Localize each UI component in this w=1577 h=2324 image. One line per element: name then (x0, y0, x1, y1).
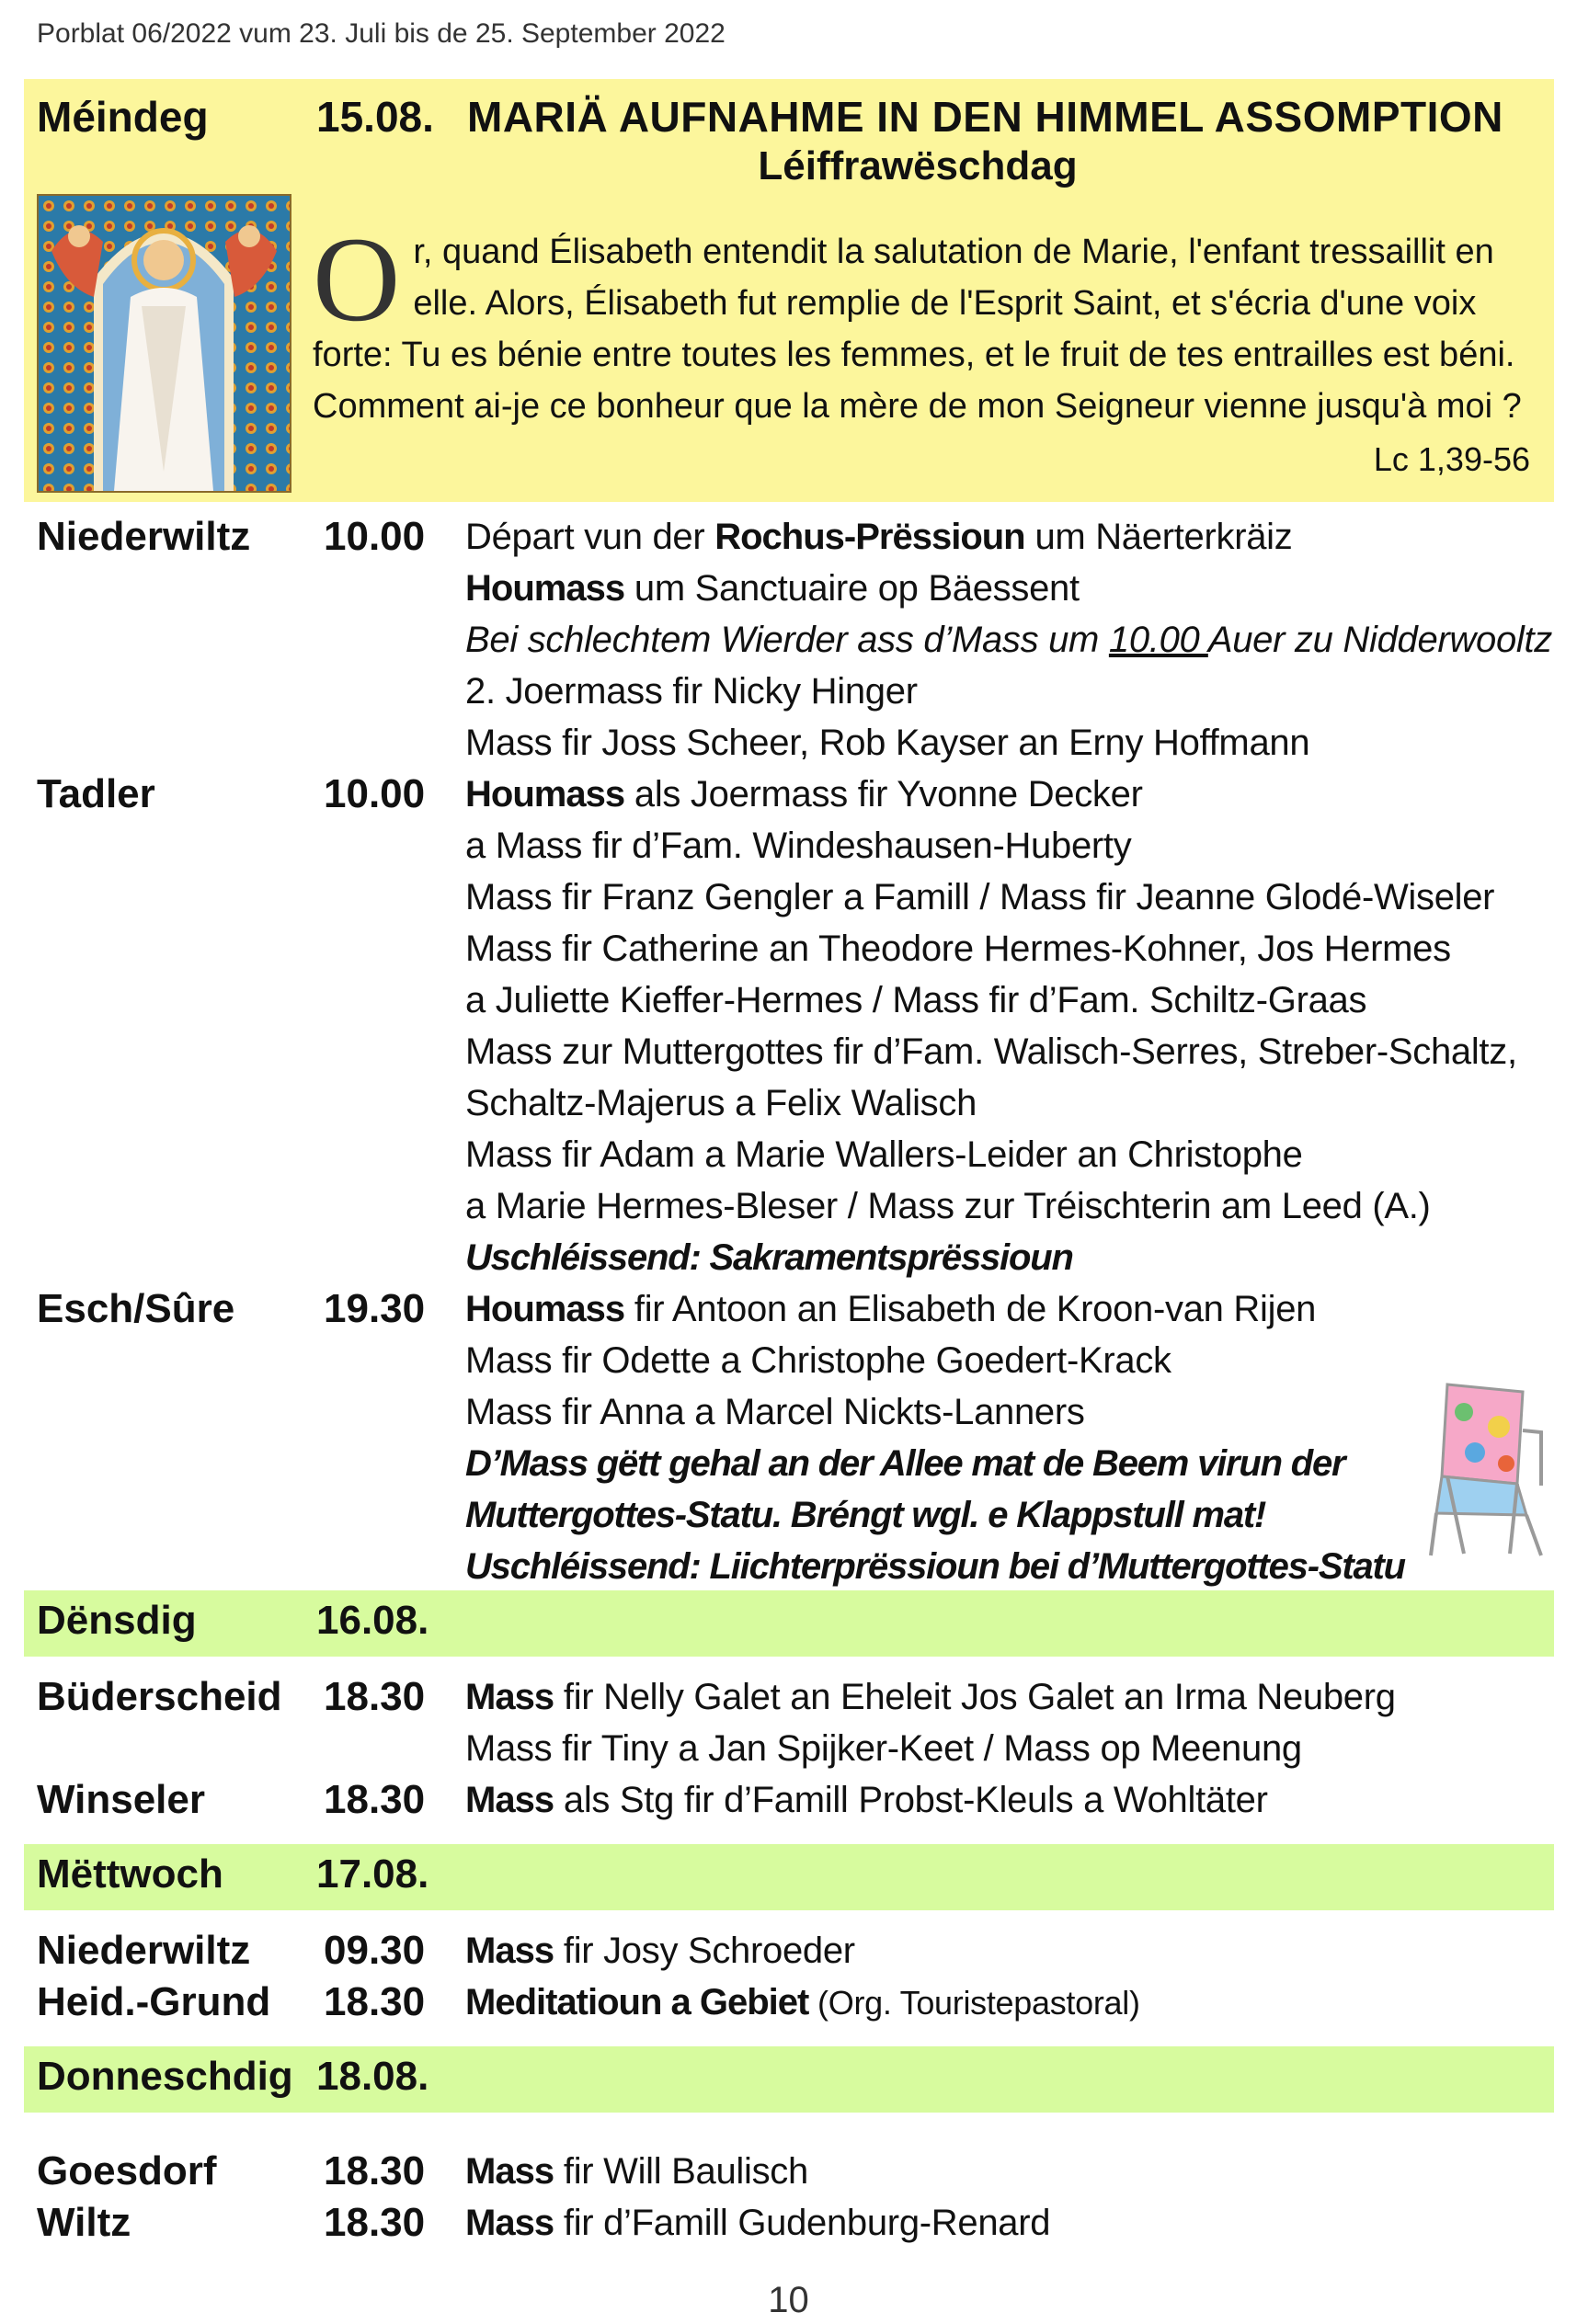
service-line: Mass fir Joss Scheer, Rob Kayser an Erny Hoffmann (465, 723, 1310, 763)
day-name: Donneschdig (37, 2054, 293, 2099)
service-line: Schaltz-Majerus a Felix Walisch (465, 1083, 977, 1123)
place-name: Heid.-Grund (37, 1979, 271, 2024)
service-line: Mass fir Anna a Marcel Nickts-Lanners (465, 1392, 1085, 1432)
assumption-icon (37, 194, 291, 493)
service-line: Mass fir Nelly Galet an Eheleit Jos Galet an Irma Neuberg (465, 1677, 1396, 1717)
service-time: 18.30 (324, 2148, 426, 2193)
day-band-thursday (24, 2046, 1554, 2113)
place-name: Niederwiltz (37, 514, 251, 559)
page-header: Porblat 06/2022 vum 23. Juli bis de 25. September 2022 (37, 18, 726, 49)
feast-subtitle: Léiffrawëschdag (758, 143, 1078, 188)
service-line: Mass zur Muttergottes fir d’Fam. Walisch-Serres, Streber-Schaltz, (465, 1031, 1517, 1072)
gospel-text: r, quand Élisabeth entendit la salutation de Marie, l'enfant tressaillit en elle. Alors, Élisabeth fut remplie de l'Esprit Saint, et s'écria d'une voix forte: Tu es bénie entre toutes les femmes, et le fruit de tes entrailles est béni. Comment ai-je ce bonheur que la mère de mon Seigneur vienne jusqu'à moi ? (313, 233, 1522, 426)
place-name: Goesdorf (37, 2148, 217, 2193)
service-lines (465, 1671, 1396, 1774)
day-date: 16.08. (316, 1598, 429, 1643)
service-time: 18.30 (324, 1979, 426, 2024)
day-band-tuesday (24, 1590, 1554, 1657)
feast-day: Méindeg (37, 93, 209, 141)
day-name: Dënsdig (37, 1598, 197, 1643)
place-name: Büderscheid (37, 1674, 282, 1719)
service-lines (465, 1283, 1405, 1592)
service-line: Mass fir Adam a Marie Wallers-Leider an Christophe (465, 1134, 1303, 1175)
service-line: D’Mass gëtt gehal an der Allee mat de Beem virun der (465, 1443, 1345, 1484)
service-lines (465, 1774, 1268, 1826)
service-lines (465, 2197, 1050, 2249)
service-line: Mass fir Josy Schroeder (465, 1931, 855, 1971)
feast-box (24, 79, 1554, 502)
service-lines (465, 1925, 855, 1977)
service-lines (465, 511, 1552, 769)
day-date: 18.08. (316, 2054, 429, 2099)
service-time: 10.00 (324, 514, 426, 559)
service-line: Mass fir d’Famill Gudenburg-Renard (465, 2203, 1051, 2243)
service-time: 18.30 (324, 1674, 426, 1719)
day-date: 17.08. (316, 1851, 429, 1897)
place-name: Niederwiltz (37, 1928, 251, 1973)
service-line: Départ vun der Rochus-Prëssioun um Näerterkräiz (465, 517, 1293, 557)
service-line: Mass fir Franz Gengler a Famill / Mass fir Jeanne Glodé-Wiseler (465, 877, 1495, 917)
page-number: 10 (768, 2280, 809, 2320)
service-line: a Mass fir d’Fam. Windeshausen-Huberty (465, 826, 1132, 866)
service-line: Muttergottes-Statu. Bréngt wgl. e Klappstull mat! (465, 1495, 1266, 1535)
drop-cap: O (313, 211, 401, 347)
service-line: 2. Joermass fir Nicky Hinger (465, 671, 918, 712)
service-line: Houmass fir Antoon an Elisabeth de Kroon-van Rijen (465, 1289, 1317, 1329)
service-line: Meditatioun a Gebiet (Org. Touristepastoral) (465, 1982, 1140, 2022)
service-line: Uschléissend: Sakramentsprëssioun (465, 1237, 1073, 1278)
service-time: 10.00 (324, 771, 426, 816)
service-time: 09.30 (324, 1928, 426, 1973)
service-lines (465, 1977, 1140, 2029)
service-lines (465, 2146, 808, 2197)
service-time: 19.30 (324, 1286, 426, 1331)
service-line: Mass als Stg fir d’Famill Probst-Kleuls a Wohltäter (465, 1780, 1268, 1820)
service-line: Houmass um Sanctuaire op Bäessent (465, 568, 1080, 609)
day-name: Mëttwoch (37, 1851, 223, 1897)
service-line: Houmass als Joermass fir Yvonne Decker (465, 774, 1143, 815)
place-name: Wiltz (37, 2200, 131, 2245)
place-name: Winseler (37, 1777, 206, 1822)
gospel-reference: Lc 1,39-56 (1373, 440, 1530, 478)
service-time: 18.30 (324, 1777, 426, 1822)
service-line: Mass fir Odette a Christophe Goedert-Krack (465, 1340, 1171, 1381)
day-band-wednesday (24, 1844, 1554, 1910)
place-name: Tadler (37, 771, 155, 816)
service-line: Mass fir Catherine an Theodore Hermes-Kohner, Jos Hermes (465, 928, 1451, 969)
service-line: a Juliette Kieffer-Hermes / Mass fir d’Fam. Schiltz-Graas (465, 980, 1367, 1020)
service-line: Uschléissend: Liichterprëssioun bei d’Muttergottes-Statu (465, 1546, 1405, 1587)
feast-date: 15.08. (316, 93, 434, 141)
service-line: Bei schlechtem Wierder ass d’Mass um 10.00 Auer zu Nidderwooltz (465, 620, 1553, 660)
service-lines (465, 769, 1517, 1283)
service-line: Mass fir Will Baulisch (465, 2151, 808, 2192)
gospel-quote (313, 211, 1545, 432)
folding-chair-icon (1427, 1375, 1547, 1559)
service-time: 18.30 (324, 2200, 426, 2245)
service-line: Mass fir Tiny a Jan Spijker-Keet / Mass op Meenung (465, 1728, 1302, 1769)
place-name: Esch/Sûre (37, 1286, 235, 1331)
service-line: a Marie Hermes-Bleser / Mass zur Tréischterin am Leed (A.) (465, 1186, 1431, 1226)
feast-title: MARIÄ AUFNAHME IN DEN HIMMEL ASSOMPTION (467, 93, 1503, 141)
